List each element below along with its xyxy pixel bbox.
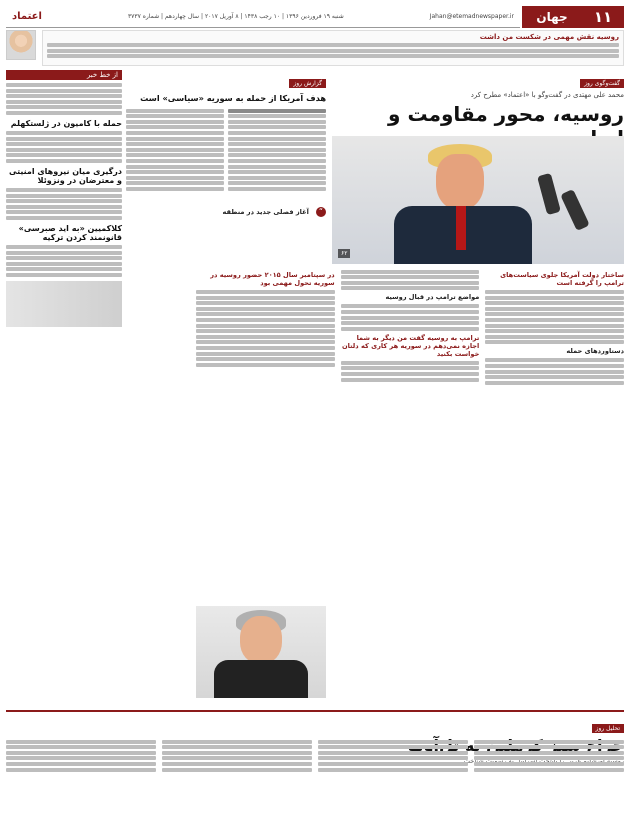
portrait-small xyxy=(6,30,36,60)
left-rail xyxy=(6,70,122,327)
top-brief-title: روسیه نقش مهمی در شکست من داشت xyxy=(479,33,619,41)
quote-icon: “ xyxy=(316,207,326,217)
photo-head xyxy=(240,616,282,664)
header-strip xyxy=(6,6,520,28)
bottom-subtitle: شناخت xyxy=(463,757,484,765)
page-header xyxy=(6,6,624,28)
rail-headline-1: حمله با کامیون در ژلستکهلم xyxy=(10,118,122,128)
rail-headline-2: درگیری میان نیروهای امنیتی و معترضان در ونزوئلا xyxy=(8,166,122,185)
pull-quote: در سپتامبر سال ۲۰۱۵ حضور روسیه در سوریه تحول مهمی بود xyxy=(210,271,335,287)
email-text[interactable]: Jahan@etemadnewspaper.ir xyxy=(429,13,514,20)
bottom-col-3 xyxy=(162,738,312,814)
main-headline: روسیه، محور مقاومت و xyxy=(388,102,624,126)
bottom-col-2 xyxy=(318,738,468,814)
quote-label: آغاز فصلی جدید در منطقه xyxy=(222,207,309,216)
mid-col-b xyxy=(126,107,224,193)
pull-quote: ساختار دولت آمریکا جلوی سیاست‌های ترامپ را گرفته است xyxy=(500,271,624,287)
main-tag: گفت‌وگوی روز xyxy=(580,79,624,88)
mid-col-a xyxy=(228,107,326,193)
main-photo xyxy=(332,136,624,264)
date-line: شنبه ۱۹ فروردین ۱۳۹۶ | ۱۰ رجب ۱۴۳۸ | ۸ آوریل ۲۰۱۷ | سال چهاردهم | شماره ۳۷۳۷ xyxy=(127,13,344,20)
photo-tie xyxy=(456,206,466,250)
photo-badge: ۶۲ xyxy=(338,249,350,258)
microphone-icon xyxy=(537,173,561,215)
quote-box xyxy=(126,199,326,218)
body-col-2 xyxy=(341,268,480,568)
bottom-col-1 xyxy=(474,738,624,814)
pull-quote: ترامپ به روسیه گفت من دیگر به شما اجازه نمی‌دهم در سوریه هر کاری که دلتان خواست بکنید xyxy=(342,333,480,358)
subhead: مواضع ترامپ در قبال روسیه xyxy=(385,293,480,302)
rail-headline-3: کلاکمیین «به اید صبرسی» قانونمند کردن ترکیه xyxy=(18,223,122,242)
analyst-photo xyxy=(196,606,326,698)
rail-photo xyxy=(6,281,122,327)
top-band xyxy=(6,30,624,66)
bottom-title: به xyxy=(464,736,481,755)
body-col-1 xyxy=(485,268,624,568)
page-number: ۱۱ xyxy=(582,6,624,28)
rail-head: از خط خبر xyxy=(6,70,122,80)
mid-columns xyxy=(126,107,326,193)
main-kicker: محمد علی مهتدی در گفت‌وگو با «اعتماد» مطرح کرد xyxy=(470,91,624,99)
subhead: دستاوردهای حمله xyxy=(566,347,624,356)
microphone-icon xyxy=(560,189,590,231)
section-label: جهان xyxy=(522,6,582,28)
bottom-body xyxy=(6,738,624,814)
newspaper-logo: اعتماد xyxy=(12,11,42,22)
bottom-tag: تحلیل روز xyxy=(592,724,624,733)
mid-headline: هدف آمریکا از حمله به سوریه «سیاسی» است xyxy=(140,93,326,103)
mid-rail xyxy=(126,70,326,218)
top-brief xyxy=(42,30,624,66)
main-body xyxy=(196,268,624,568)
mid-tag: گزارش روز xyxy=(289,79,326,88)
body-col-3 xyxy=(196,268,335,568)
photo-body xyxy=(214,660,308,698)
bottom-col-4 xyxy=(6,738,156,814)
photo-face xyxy=(436,154,484,210)
